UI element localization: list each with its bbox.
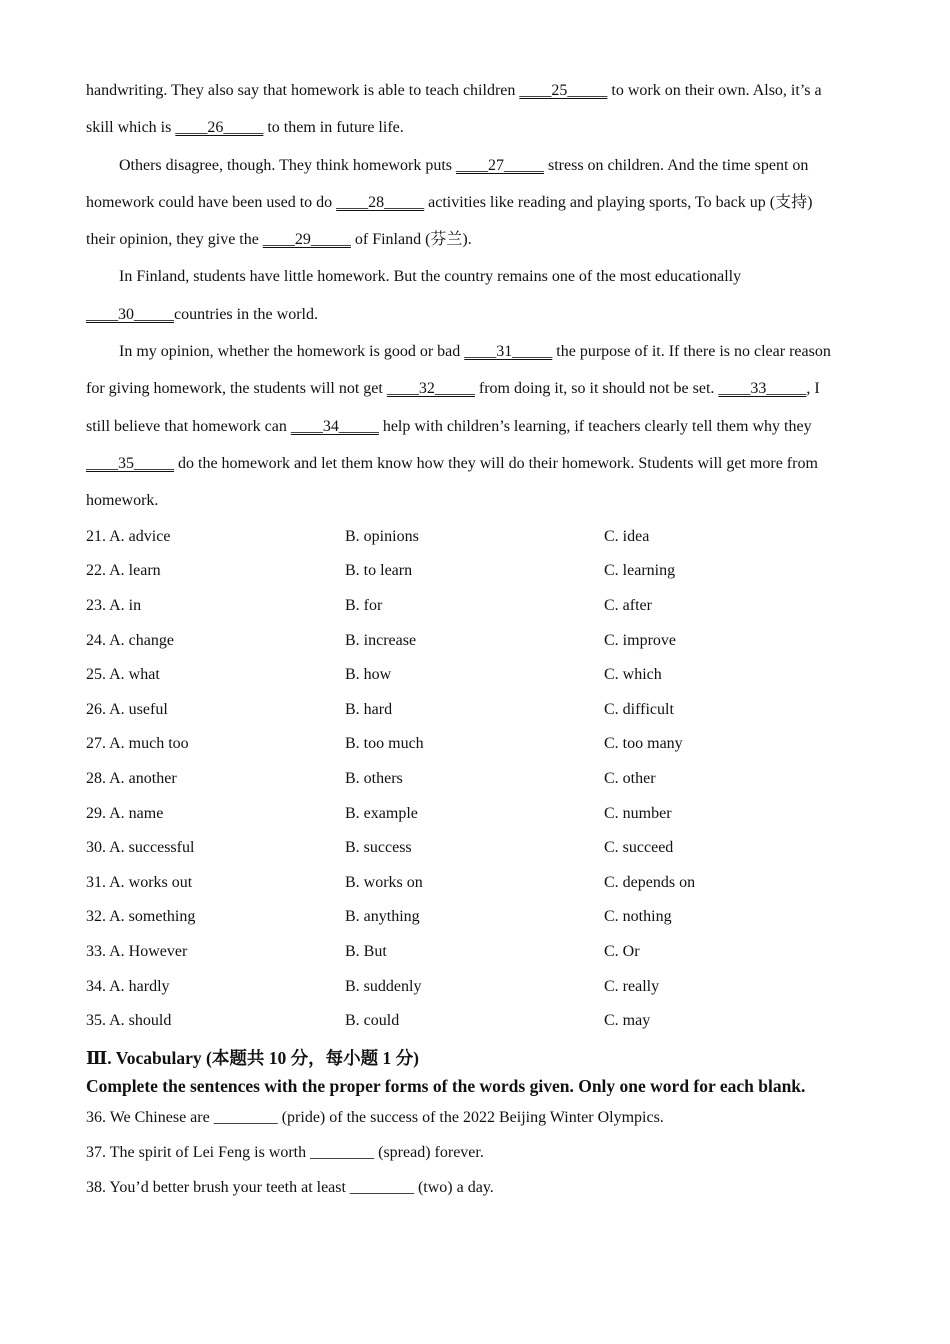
passage-line: still believe that homework can ____34_____ help with children’s learning, if teachers clearly tell them why they bbox=[86, 417, 812, 435]
option-b: B. increase bbox=[345, 631, 417, 649]
blank-26: ____26_____ bbox=[175, 119, 264, 137]
option-c: C. after bbox=[604, 597, 652, 615]
option-c: C. other bbox=[604, 770, 656, 788]
option-row bbox=[86, 831, 866, 866]
option-row bbox=[86, 554, 866, 589]
answer-options bbox=[86, 520, 866, 1039]
option-c: C. improve bbox=[604, 631, 676, 649]
option-row bbox=[86, 1004, 866, 1039]
passage-line: In my opinion, whether the homework is good or bad ____31_____ the purpose of it. If there is no clear reason bbox=[119, 343, 831, 361]
option-a: 24. A. change bbox=[86, 631, 174, 649]
passage-line: ____30_____countries in the world. bbox=[86, 305, 318, 323]
option-b: B. works on bbox=[345, 873, 423, 891]
option-a: 27. A. much too bbox=[86, 735, 189, 753]
option-row bbox=[86, 589, 866, 624]
passage-line: homework could have been used to do ____28_____ activities like reading and playing sports, To back up (支持) bbox=[86, 193, 813, 211]
option-a: 26. A. useful bbox=[86, 700, 168, 718]
blank-27: ____27_____ bbox=[455, 156, 544, 174]
option-b: B. anything bbox=[345, 908, 420, 926]
option-c: C. really bbox=[604, 977, 660, 995]
blank-28: ____28_____ bbox=[336, 193, 425, 211]
question-item: 36. We Chinese are ________ (pride) of the success of the 2022 Beijing Winter Olympics. bbox=[86, 1109, 664, 1127]
option-row bbox=[86, 727, 866, 762]
option-c: C. too many bbox=[604, 735, 683, 753]
blank-33: ____33_____ bbox=[718, 380, 807, 398]
option-a: 32. A. something bbox=[86, 908, 196, 926]
option-row bbox=[86, 796, 866, 831]
option-b: B. to learn bbox=[345, 562, 413, 580]
option-a: 35. A. should bbox=[86, 1012, 172, 1030]
option-b: B. success bbox=[345, 839, 412, 857]
vocabulary-section bbox=[86, 1046, 866, 1205]
option-row bbox=[86, 623, 866, 658]
option-b: B. others bbox=[345, 770, 403, 788]
option-row bbox=[86, 969, 866, 1004]
section-title: Ⅲ. Vocabulary (本题共 10 分，每小题 1 分) bbox=[86, 1048, 419, 1069]
option-a: 33. A. However bbox=[86, 942, 188, 960]
option-b: B. for bbox=[345, 597, 383, 615]
option-b: B. could bbox=[345, 1012, 400, 1030]
option-row bbox=[86, 866, 866, 901]
option-b: B. too much bbox=[345, 735, 424, 753]
option-row bbox=[86, 762, 866, 797]
option-c: C. nothing bbox=[604, 908, 672, 926]
option-a: 21. A. advice bbox=[86, 527, 171, 545]
option-row bbox=[86, 520, 866, 555]
passage-line: homework. bbox=[86, 492, 159, 510]
passage-line: their opinion, they give the ____29_____ of Finland (芬兰). bbox=[86, 231, 472, 249]
option-a: 28. A. another bbox=[86, 770, 177, 788]
option-c: C. Or bbox=[604, 942, 640, 960]
option-c: C. succeed bbox=[604, 839, 674, 857]
option-a: 23. A. in bbox=[86, 597, 142, 615]
passage-line: handwriting. They also say that homework is able to teach children ____25_____ to work on their own. Also, it’s a bbox=[86, 82, 822, 99]
option-a: 30. A. successful bbox=[86, 839, 195, 857]
blank-30: ____30_____ bbox=[86, 305, 174, 323]
blank-29: ____29_____ bbox=[262, 231, 351, 249]
passage-line: skill which is ____26_____ to them in future life. bbox=[86, 119, 404, 137]
option-row bbox=[86, 935, 866, 970]
option-a: 22. A. learn bbox=[86, 562, 161, 580]
option-c: C. number bbox=[604, 804, 672, 822]
option-c: C. may bbox=[604, 1012, 651, 1030]
option-c: C. learning bbox=[604, 562, 676, 580]
option-c: C. idea bbox=[604, 527, 650, 545]
passage-line: for giving homework, the students will not get ____32_____ from doing it, so it should not be set. ____33_____, I bbox=[86, 380, 820, 398]
blank-35: ____35_____ bbox=[86, 454, 174, 472]
passage-line: In Finland, students have little homework. But the country remains one of the most educationally bbox=[119, 268, 742, 286]
option-b: B. how bbox=[345, 666, 392, 684]
question-item: 38. You’d better brush your teeth at least ________ (two) a day. bbox=[86, 1178, 494, 1196]
option-a: 31. A. works out bbox=[86, 873, 193, 891]
option-row bbox=[86, 693, 866, 728]
blank-32: ____32_____ bbox=[386, 380, 475, 398]
option-b: B. But bbox=[345, 942, 387, 960]
option-b: B. suddenly bbox=[345, 977, 422, 995]
blank-34: ____34_____ bbox=[290, 417, 379, 435]
option-row bbox=[86, 658, 866, 693]
option-row bbox=[86, 900, 866, 935]
exam-page bbox=[86, 72, 866, 1205]
option-c: C. which bbox=[604, 666, 662, 684]
cloze-passage bbox=[86, 72, 866, 520]
option-c: C. difficult bbox=[604, 700, 674, 718]
option-b: B. example bbox=[345, 804, 418, 822]
option-a: 34. A. hardly bbox=[86, 977, 170, 995]
section-instruction: Complete the sentences with the proper forms of the words given. Only one word for each blank. bbox=[86, 1076, 806, 1097]
option-a: 29. A. name bbox=[86, 804, 164, 822]
option-b: B. opinions bbox=[345, 527, 419, 545]
blank-31: ____31_____ bbox=[464, 343, 553, 361]
option-b: B. hard bbox=[345, 700, 393, 718]
passage-line: Others disagree, though. They think homework puts ____27_____ stress on children. And the time spent on bbox=[119, 156, 809, 174]
option-a: 25. A. what bbox=[86, 666, 160, 684]
question-item: 37. The spirit of Lei Feng is worth ________ (spread) forever. bbox=[86, 1144, 484, 1162]
blank-25: ____25_____ bbox=[519, 82, 608, 99]
option-c: C. depends on bbox=[604, 873, 696, 891]
passage-line: ____35_____ do the homework and let them know how they will do their homework. Students will get more from bbox=[86, 454, 818, 472]
